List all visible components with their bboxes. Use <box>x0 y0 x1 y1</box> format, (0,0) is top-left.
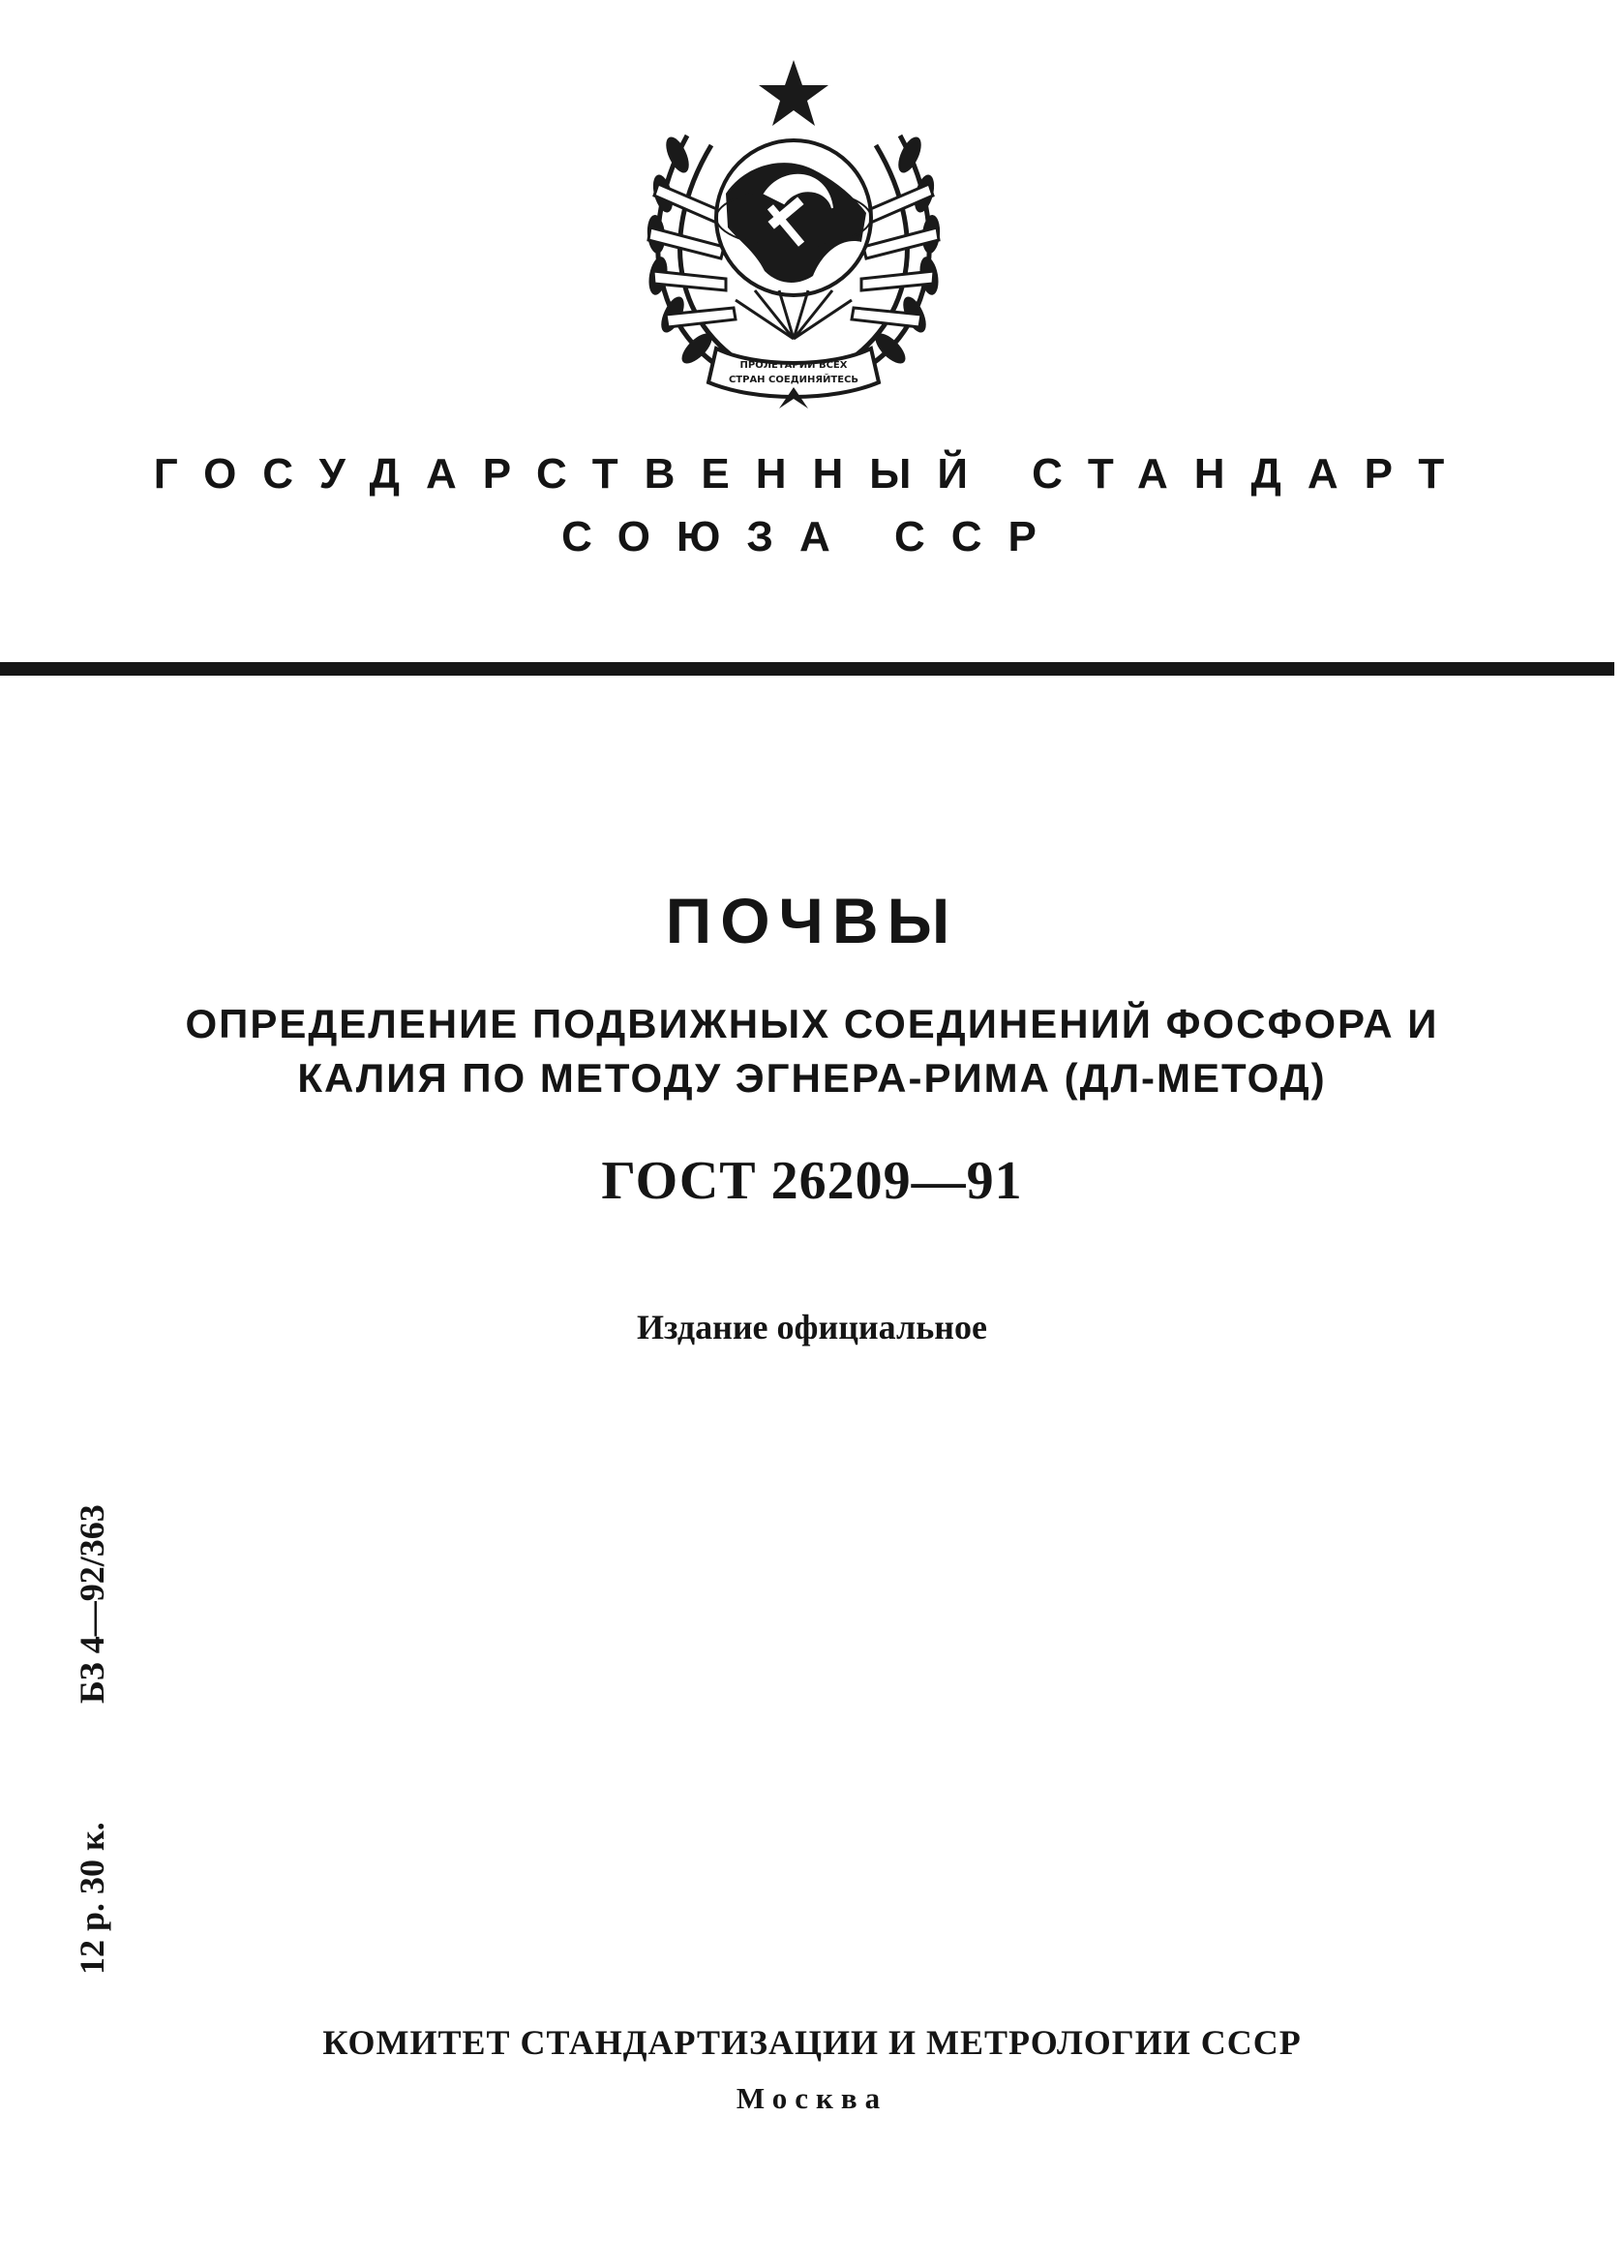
svg-text:ПРОЛЕТАРИИ ВСЕХ: ПРОЛЕТАРИИ ВСЕХ <box>739 360 848 371</box>
document-subtitle <box>0 997 1624 1105</box>
header-title-line2: СОЮЗА ССР <box>561 513 1063 560</box>
publisher-name: КОМИТЕТ СТАНДАРТИЗАЦИИ И МЕТРОЛОГИИ СССР <box>322 2023 1302 2062</box>
document-subtitle-line2: КАЛИЯ ПО МЕТОДУ ЭГНЕРА-РИМА (ДЛ-МЕТОД) <box>297 1055 1327 1101</box>
edition-note: Издание официальное <box>637 1308 987 1346</box>
side-margin-info <box>63 1394 121 1975</box>
price-label: 12 р. 30 к. <box>73 1822 111 1975</box>
header-title-line1: ГОСУДАРСТВЕННЫЙ СТАНДАРТ <box>153 450 1471 498</box>
catalog-number: БЗ 4—92/363 <box>73 1504 111 1704</box>
document-title: ПОЧВЫ <box>665 885 959 956</box>
standard-number: ГОСТ 26209—91 <box>601 1151 1023 1211</box>
publication-city: Москва <box>736 2081 888 2115</box>
document-subtitle-line1: ОПРЕДЕЛЕНИЕ ПОДВИЖНЫХ СОЕДИНЕНИЙ ФОСФОРА И <box>185 1001 1439 1046</box>
header-divider <box>0 662 1614 676</box>
svg-text:СТРАН СОЕДИНЯЙТЕСЬ: СТРАН СОЕДИНЯЙТЕСЬ <box>728 375 859 385</box>
ussr-coat-of-arms-icon <box>619 48 968 421</box>
